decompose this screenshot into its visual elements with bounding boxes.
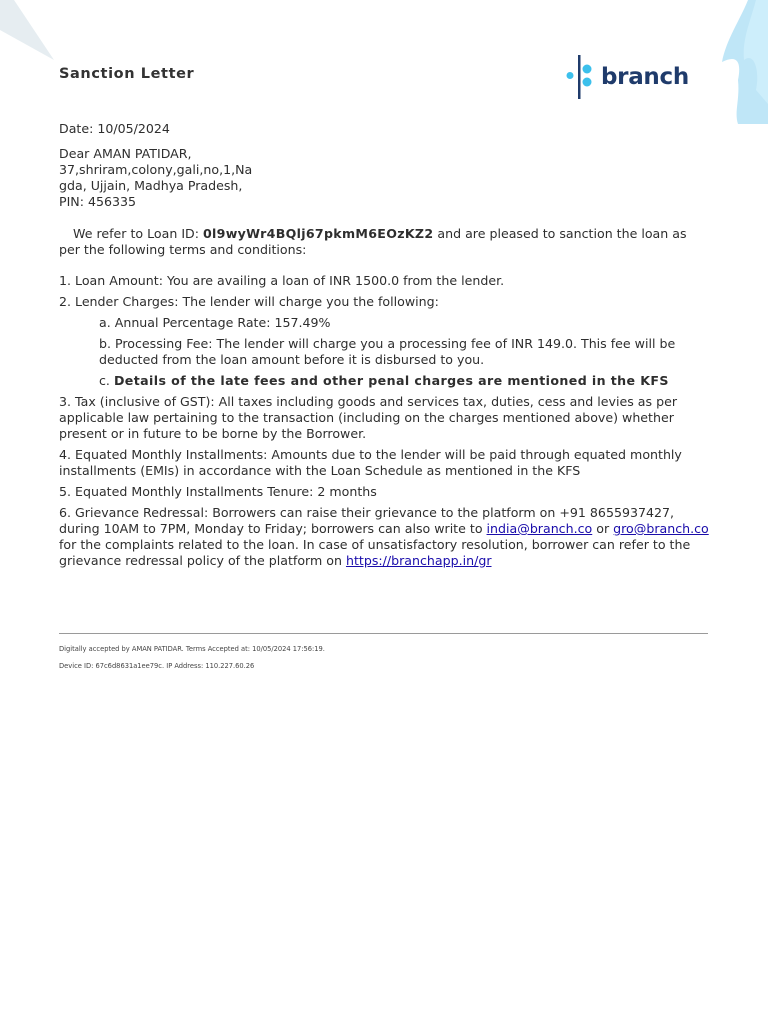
branch-logo-icon [566, 55, 594, 99]
term-lender-charges: 2. Lender Charges: The lender will charge you the following: [59, 294, 439, 309]
footer-divider [59, 633, 708, 634]
term-penal-charges [59, 373, 711, 389]
grievance-text-mid: for the complaints related to the loan. In case of unsatisfactory resolution, borrower can refer to the grievance redressal policy of the platform on [59, 537, 691, 568]
grievance-text: 6. Grievance Redressal: Borrowers can raise their grievance to the platform on +91 8655937427, during 10AM to 7PM, Monday to Friday; borrowers can also write to [59, 505, 675, 536]
intro-text-end: and are pleased to sanction the loan as per the following terms and conditions: [59, 226, 687, 257]
email-link-india[interactable]: india@branch.co [486, 521, 593, 536]
corner-decoration-left [0, 0, 60, 62]
letter-body [59, 121, 711, 569]
term-processing-fee: b. Processing Fee: The lender will charge you a processing fee of INR 149.0. This fee will be deducted from the loan amount before it is disbursed to you. [99, 336, 676, 367]
grievance-or: or [592, 521, 614, 536]
term-emi: 4. Equated Monthly Installments: Amounts due to the lender will be paid through equated monthly installments (EMIs) in accordance with the Loan Schedule as mentioned in the KFS [59, 447, 682, 478]
term-grievance [59, 505, 711, 569]
address-line: 37,shriram,colony,gali,no,1,Na [59, 162, 253, 177]
address-line: PIN: 456335 [59, 194, 137, 209]
email-link-gro[interactable]: gro@branch.co [613, 521, 709, 536]
recipient-address [59, 146, 711, 210]
brand-name: branch [601, 64, 689, 90]
term-tax: 3. Tax (inclusive of GST): All taxes including goods and services tax, duties, cess and levies as per applicable law pertaining to the transaction (including on the charges mentioned above) whether present or in future to be borne by the Borrower. [59, 394, 678, 441]
term-tenure: 5. Equated Monthly Installments Tenure: 2 months [59, 484, 377, 499]
penal-prefix: c. [99, 373, 114, 388]
term-loan-amount: 1. Loan Amount: You are availing a loan of INR 1500.0 from the lender. [59, 273, 505, 288]
address-line: Dear AMAN PATIDAR, [59, 146, 192, 161]
letter-date: Date: 10/05/2024 [59, 121, 170, 136]
page-title: Sanction Letter [59, 66, 195, 82]
corner-decoration-right [708, 0, 768, 125]
penal-charges-note: Details of the late fees and other penal charges are mentioned in the KFS [113, 373, 669, 388]
intro-text: We refer to Loan ID: [73, 226, 203, 241]
term-apr: a. Annual Percentage Rate: 157.49% [99, 315, 331, 330]
brand-logo [566, 55, 689, 99]
device-info: Device ID: 67c6d8631a1ee79c. IP Address: 110.227.60.26 [59, 662, 255, 670]
acceptance-note: Digitally accepted by AMAN PATIDAR. Terms Accepted at: 10/05/2024 17:56:19. [59, 645, 325, 653]
address-line: gda, Ujjain, Madhya Pradesh, [59, 178, 243, 193]
intro-paragraph [59, 226, 711, 258]
loan-id: 0l9wyWr4BQlj67pkmM6EOzKZ2 [202, 226, 434, 241]
grievance-policy-link[interactable]: https://branchapp.in/gr [345, 553, 492, 568]
